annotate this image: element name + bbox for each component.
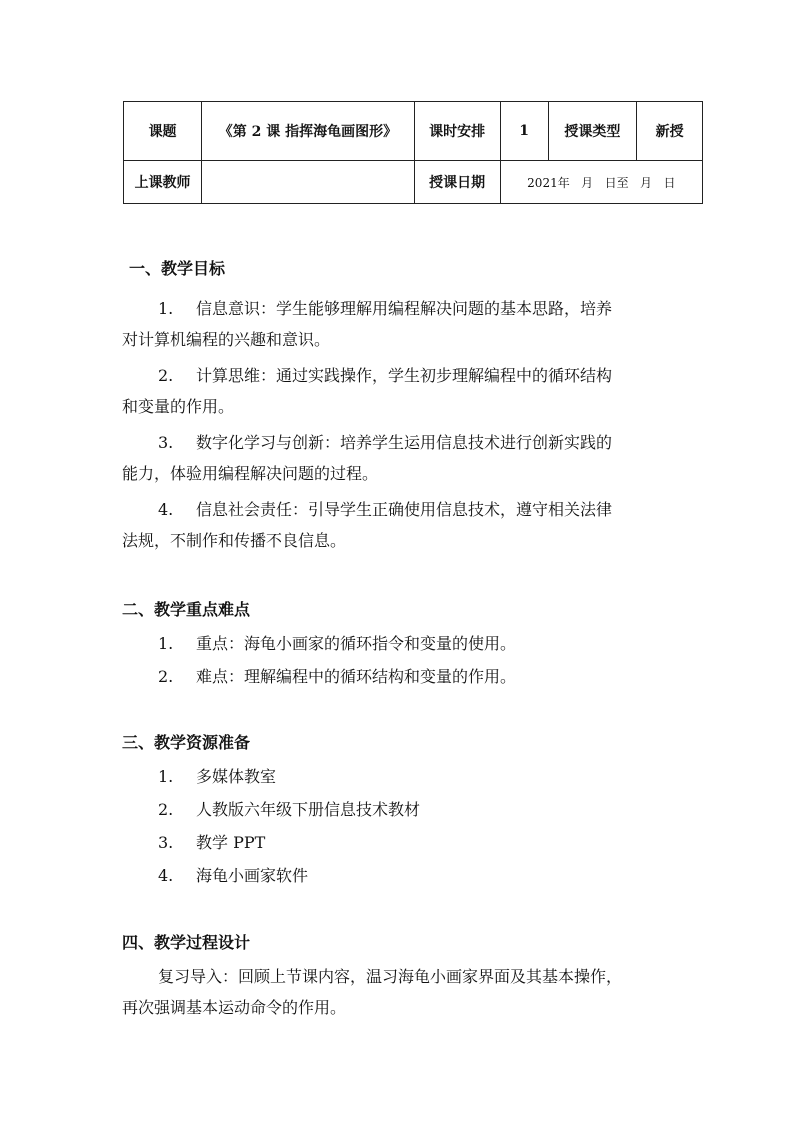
info-row-2 <box>124 161 703 204</box>
hours-value: 1 <box>500 102 548 161</box>
objective-1-line1: 信息意识：学生能够理解用编程解决问题的基本思路，培养 <box>196 299 613 318</box>
keypoint-item-1 <box>158 631 516 654</box>
objective-2-line2: 和变量的作用。 <box>122 397 235 416</box>
lesson-info-table <box>123 101 703 204</box>
resource-2-num: 2. <box>158 800 174 819</box>
objective-3-line1: 数字化学习与创新：培养学生运用信息技术进行创新实践的 <box>196 433 613 452</box>
keypoint-2-num: 2. <box>158 667 174 686</box>
teacher-value <box>202 161 415 204</box>
date-value: 2021年 月 日至 月 日 <box>500 161 702 204</box>
resource-item-1 <box>158 764 276 787</box>
keypoint-1-text: 重点：海龟小画家的循环指令和变量的使用。 <box>196 634 517 653</box>
objective-4-num: 4. <box>158 500 174 519</box>
resource-3-text: 教学 PPT <box>196 833 266 852</box>
resource-1-text: 多媒体教室 <box>196 767 277 786</box>
section-2-title: 二、教学重点难点 <box>122 600 251 619</box>
objective-4-line1: 信息社会责任：引导学生正确使用信息技术，遵守相关法律 <box>196 500 613 519</box>
resource-4-text: 海龟小画家软件 <box>196 866 309 885</box>
objective-4-line2: 法规，不制作和传播不良信息。 <box>122 531 347 550</box>
topic-value: 《第 2 课 指挥海龟画图形》 <box>202 102 415 161</box>
section-1-title: 一、教学目标 <box>129 259 226 278</box>
objective-1-num: 1. <box>158 299 174 318</box>
keypoint-item-2 <box>158 664 516 687</box>
objective-3-num: 3. <box>158 433 174 452</box>
objective-2-num: 2. <box>158 366 174 385</box>
resource-item-3 <box>158 830 265 853</box>
resource-1-num: 1. <box>158 767 174 786</box>
section-3-title: 三、教学资源准备 <box>122 733 251 752</box>
teacher-label: 上课教师 <box>124 161 202 204</box>
process-para-line1: 复习导入：回顾上节课内容，温习海龟小画家界面及其基本操作， <box>158 967 623 986</box>
type-label: 授课类型 <box>548 102 637 161</box>
objective-3-line2: 能力，体验用编程解决问题的过程。 <box>122 464 379 483</box>
topic-label: 课题 <box>124 102 202 161</box>
keypoint-2-text: 难点：理解编程中的循环结构和变量的作用。 <box>196 667 517 686</box>
objective-1-line2: 对计算机编程的兴趣和意识。 <box>122 330 331 349</box>
resource-2-text: 人教版六年级下册信息技术教材 <box>196 800 421 819</box>
info-row-1 <box>124 102 703 161</box>
objective-2-line1: 计算思维：通过实践操作，学生初步理解编程中的循环结构 <box>196 366 613 385</box>
hours-label: 课时安排 <box>414 102 500 161</box>
keypoint-1-num: 1. <box>158 634 174 653</box>
type-value: 新授 <box>637 102 703 161</box>
resource-3-num: 3. <box>158 833 174 852</box>
date-label: 授课日期 <box>414 161 500 204</box>
process-para-line2: 再次强调基本运动命令的作用。 <box>122 998 347 1017</box>
section-4-title: 四、教学过程设计 <box>122 933 251 952</box>
resource-4-num: 4. <box>158 866 174 885</box>
resource-item-2 <box>158 797 420 820</box>
resource-item-4 <box>158 863 308 886</box>
